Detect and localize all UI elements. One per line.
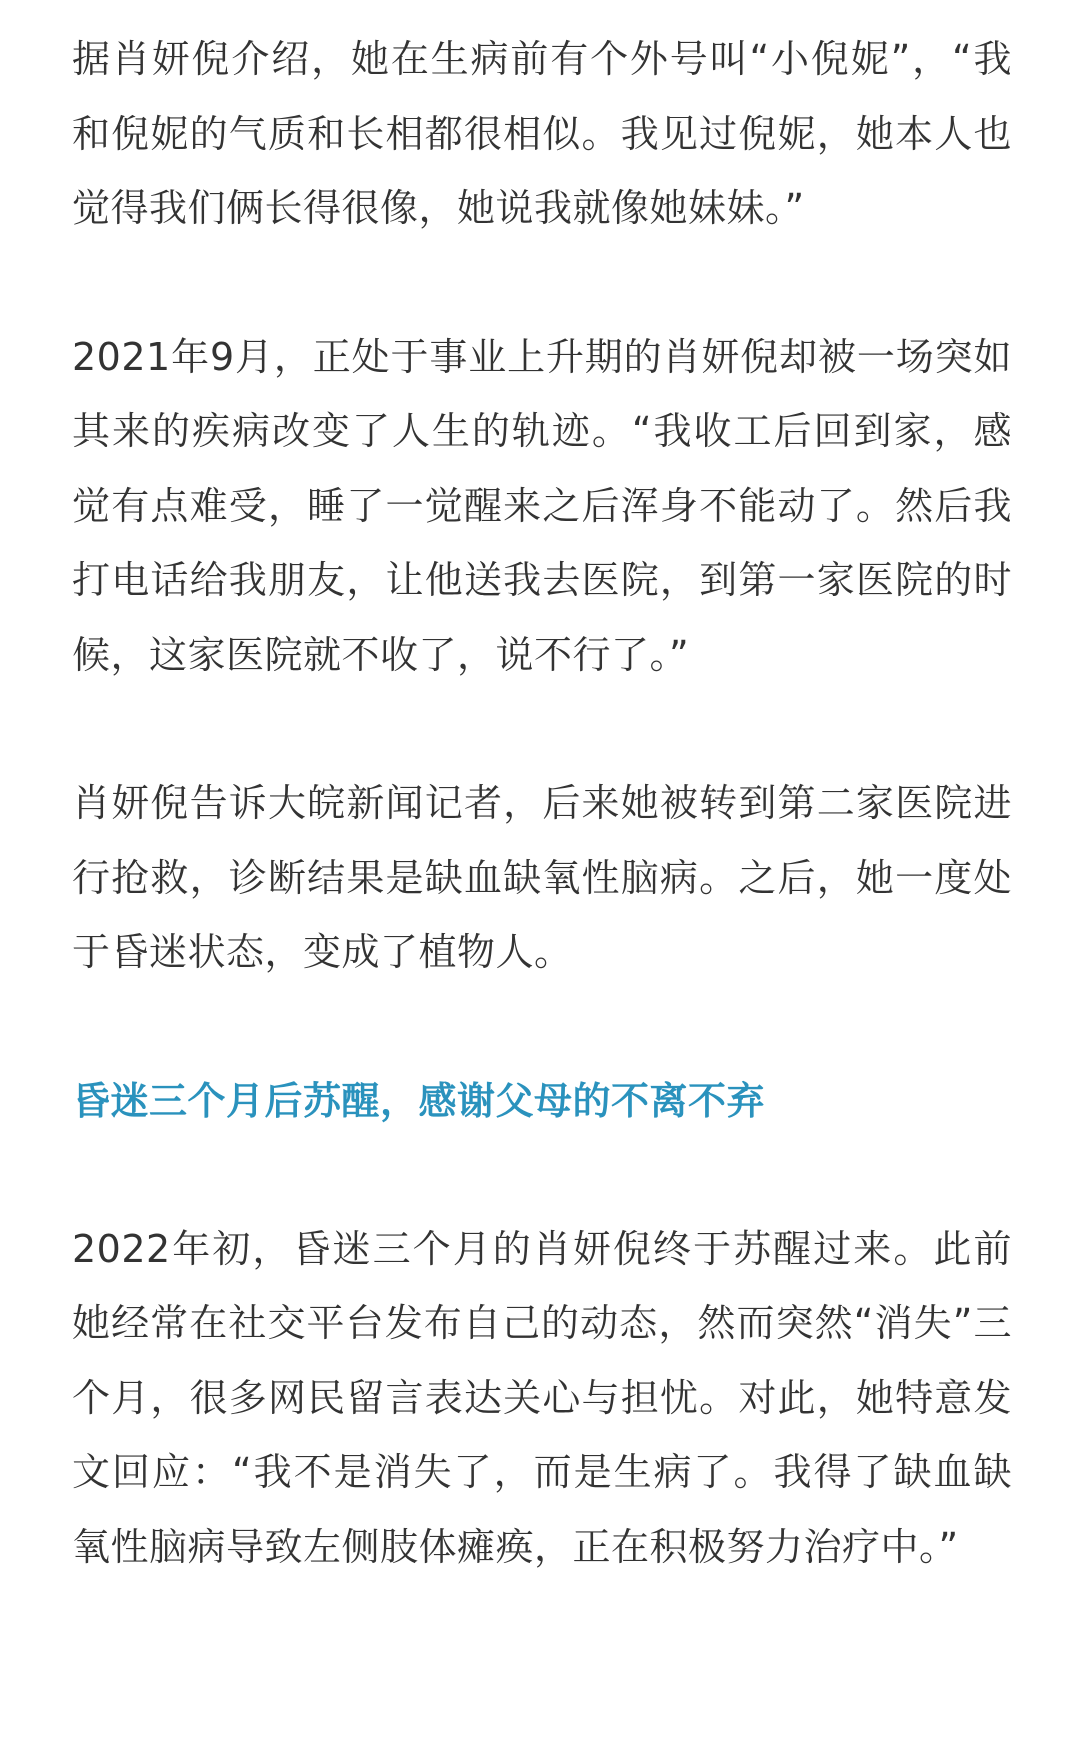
article-body [72,22,1012,1658]
paragraph-recovery: 2022年初，昏迷三个月的肖妍倪终于苏醒过来。此前她经常在社交平台发布自己的动态，然而突然“消失”三个月，很多网民留言表达关心与担忧。对此，她特意发文回应：“我不是消失了，而是生病了。我得了缺血缺氧性脑病导致左侧肢体瘫痪，正在积极努力治疗中。” [72,1226,1012,1569]
paragraph-diagnosis: 肖妍倪告诉大皖新闻记者，后来她被转到第二家医院进行抢救，诊断结果是缺血缺氧性脑病。之后，她一度处于昏迷状态，变成了植物人。 [72,781,1012,974]
section-heading: 昏迷三个月后苏醒，感谢父母的不离不弃 [72,1078,766,1123]
paragraph-nickname: 据肖妍倪介绍，她在生病前有个外号叫“小倪妮”，“我和倪妮的气质和长相都很相似。我见过倪妮，她本人也觉得我们俩长得很像，她说我就像她妹妹。” [72,37,1012,230]
paragraph-illness-onset: 2021年9月，正处于事业上升期的肖妍倪却被一场突如其来的疾病改变了人生的轨迹。“我收工后回到家，感觉有点难受，睡了一觉醒来之后浑身不能动了。然后我打电话给我朋友，让他送我去医院，到第一家医院的时候，这家医院就不收了，说不行了。” [72,334,1012,677]
